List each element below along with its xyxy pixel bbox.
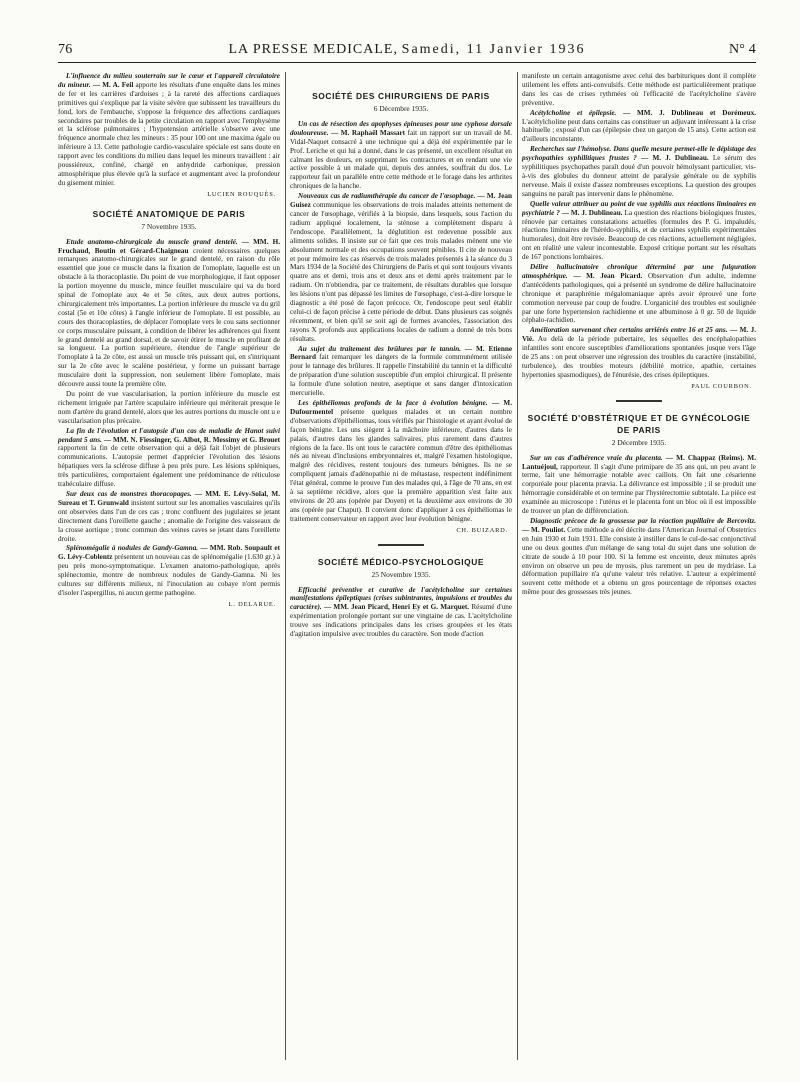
article (290, 345, 512, 398)
article-authors: — MM. J. Dublineau et Dorémeux. (623, 108, 756, 117)
running-title (58, 42, 756, 58)
issue-date: Samedi, 11 Janvier 1936 (401, 42, 586, 57)
article-body: Au delà de la période pubertaire, les séquelles des encéphalopathies infantiles sont encore susceptibles d'améliorations spontanées jusque vers l'âge de 25 ans : on peut observer une régression des troubles du caractère (instabilité, turbulence), des troubles moteurs (débilité motrice, apathie, certaines hypertonies spasmodiques), de l'énurésie, des crises épileptiques. (522, 335, 756, 379)
section-separator (616, 400, 662, 402)
article-authors: — M. Jean Picard. (573, 271, 643, 280)
article (290, 586, 512, 639)
column-left (58, 72, 280, 1062)
article-body: Cette méthode a été décrite dans l'American Journal of Obstetrics en Juin 1930 et Juin 1931. Elle consiste à instiller dans le cul-de-sac conjonctival une ou deux gouttes d'un mélange de sang total du sujet dans une solution de citrate de soude à 10 pour 100. Si la femme est enceinte, deux minutes après environ on observe un peu de myosis, plus rarement un peu de mydriase. La déformation pupillaire n'a qu'une valeur très relative. L'auteur a expérimenté souvent cette méthode et a obtenu un gros pourcentage de réponses exactes même pour des grossesses très jeunes. (522, 525, 756, 597)
society-heading: SOCIÉTÉ DES CHIRURGIENS DE PARIS (312, 91, 490, 101)
column-right (522, 72, 756, 1062)
session-date: 6 Décembre 1935. (373, 104, 429, 113)
article-authors: — MM. N. Fiessinger, G. Albot, R. Messimy et G. Brouet (103, 435, 280, 444)
section-separator (378, 544, 424, 546)
article-body: Le sérum des syphilitiques psychopathes paraît doué d'un pouvoir hémolysant particulier, vis-à-vis des globules du donneur atteint de paralysie générale ou de syphilis nerveuse. Mais il existe d'assez nombreuses exceptions. La question des groupes sanguins ne paraît pas intervenir dans le phénomène. (522, 154, 756, 198)
article (58, 238, 280, 389)
article (290, 192, 512, 343)
article-authors: — M. J. Dublineau. (561, 208, 623, 217)
article (522, 454, 756, 516)
article-title: Efficacité préventive et curative de l'acétylcholine sur certaines manifestations épileptiques (crises subintrantes, impulsions et troubles du caractère). (290, 585, 512, 612)
article-title: La fin de l'évolution et l'autopsie d'un cas de maladie de Hanot suivi pendant 5 ans. (58, 426, 280, 444)
article-title: Au sujet du traitement des brûlures par le tannin. (298, 344, 462, 353)
article (522, 263, 756, 325)
article-authors: — M. J. Dublineau. (641, 154, 709, 163)
article-title: Un cas de résection des apophyses épineuses pour une cyphose dorsale douloureuse. (290, 119, 512, 137)
article-authors: — M. Raphaël Massart (331, 128, 406, 137)
article-body: L'acétylcholine peut dans certains cas constituer un adjuvant intéressant à la crise habituelle ; exposé d'un cas (épilepsie chez un garçon de 15 ans). Cette action est d'ailleurs inconstante. (522, 117, 756, 144)
article-body: présentent un nouveau cas de splénomégalie (1.630 gr.) à peu près mono-symptomatique. L'examen anatomo-pathologique, après splénectomie, montre de nombreux nodules de Gandy-Gamna. Ni les cultures sur différents milieux, ni l'inoculation au cobaye n'ont permis d'isoler l'aspergillus, ni aucun germe pathogène. (58, 553, 280, 597)
article-body: présente quelques malades et un certain nombre d'observations d'épithéliomas, tous vérifiés par l'histologie et ayant évolué de façon bénigne. Les uns siègent à la mâchoire inférieure, d'autres dans le palais, d'autres dans les glandes salivaires, plus rarement dans d'autres régions de la face. Ils ont tous le caractère commun d'être des épithéliomas nés au niveau d'inclusions embryonnaires et, malgré l'examen histologique, malgré des récidives, restent toujours des tumeurs bénignes. Ils ne se compliquent jamais d'adénopathie ni de métastase, respectent indéfiniment l'état général, comme le prouve l'un des malades qui, à l'âge de 70 ans, en est à sa septième récidive, alors que la première apparition s'est faite aux environs de 20 ans (opérée par Doyen) et la deuxième aux environs de 30 ans (opérée par Chaput). Il convient donc d'appliquer à ces épithéliomas le traitement conservateur en rapport avec leur évolution bénigne. (290, 407, 512, 523)
article-paragraph: Du point de vue vascularisation, la portion inférieure du muscle est richement irriguée par l'artère scapulaire inférieure qui mériterait presque le nom d'artère du grand dentelé, alors que les autres portions du muscle ont u e vascularisation plus précaire. (58, 390, 280, 425)
article-authors: — M. Pouliot. (522, 525, 566, 534)
column-middle (290, 72, 512, 1062)
article-body: rapporteur. Il s'agit d'une primipare de 35 ans qui, un peu avant le terme, fait une hémorragie notable avec caillots. On fait une césarienne corporéale pour placenta prævia. La délivrance est impossible ; il se produit une hémorragie considérable et on termine par l'hystérectomie subtotale. La pièce est examinée au microscope : l'utérus et le placenta font un bloc où il est impossible de trouver un plan de différenciation. (522, 462, 756, 516)
article-title: Diagnostic précoce de la grossesse par la réaction pupillaire de Bercovitz. (530, 516, 756, 525)
article (522, 326, 756, 379)
session-date: 25 Novembre 1935. (371, 569, 431, 579)
signature: PAUL COURBON. (691, 382, 752, 390)
article (522, 109, 756, 145)
article-body: apporte les résultats d'une enquête dans les mines de fer et les carrières d'ardoises ; à la rareté des affections cardiaques primitives qui s'explique par la visite sévère que subissent les travailleurs du fond, lors de l'embauche, s'oppose la fréquence des affections cardiaques secondaires par troubles de la petite circulation en rapport avec l'emphysème et la sclérose pulmonaires ; l'hypotension artérielle s'observe avec une fréquence anormale chez les mineurs : 35 pour 100 ont une maxima égale ou inférieure à 13. Cette pathologie cardio-vasculaire spéciale est sans doute en rapport avec les conditions du milieu dans lequel les mineurs travaillent : air poussiéreux, confiné, chargé en anhydride carbonique, pression atmosphérique plus élevée qu'à la surface et augmentant avec la profondeur du gisement minier. (58, 80, 280, 187)
article-body: fait un rapport sur un travail de M. Vidal-Naquet consacré à une technique qui a déjà été expérimentée par le Prof. Leriche et qui lui a donné, dans le cas présenté, un excellent résultat en calmant les douleurs, en supprimant les contractures et en rendant une vie active possible à un malade qui, depuis des années, souffrait du dos. Le rapporteur fait un parallèle entre cette méthode et le forage dans les arthrites chroniques de la hanche. (290, 128, 512, 191)
article-continuation: manifeste un certain antagonisme avec celui des barbituriques dont il complète utilement les effets anti-convulsifs. Cette méthode est particulièrement pratique dans les cas de crises rythmées où l'efficacité de l'acétylcholine s'avère préventive. (522, 72, 756, 107)
article (522, 517, 756, 597)
article-title: Sur un cas d'adhérence vraie du placenta. (530, 453, 663, 462)
column-rule (285, 72, 286, 1060)
article-authors: — MM. E. Lévy-Solal, M. Sureau et T. Grunwald (58, 489, 280, 507)
article-body: rapportent la fin de cette observation qui a déjà fait l'objet de plusieurs communications. L'autopsie permet d'apprécier l'évolution des lésions hépatiques vers la sclérose diffuse à peu près pure. Les lésions spléniques, très particulières, comportaient également une prédominance de réticulose trabéculaire diffuse. (58, 444, 280, 489)
article-title: Les épithéliomas profonds de la face à évolution bénigne. (298, 399, 488, 407)
article-title: Quelle valeur attribuer au point de vue syphilis aux réactions liminaires en psychiatrie ? (522, 199, 756, 217)
article-title: Acétylcholine et épilepsie. (530, 108, 617, 117)
article-body: insistent surtout sur les anomalies vasculaires qu'ils ont observées dans l'un de ces cas ; tronc confluent des jugulaires se jetant directement dans l'oreillette gauche ; anomalie de l'origine des vaisseaux de la crosse aortique ; tronc commun des veines caves se jetant dans l'oreillette droite. (58, 498, 280, 543)
society-heading: SOCIÉTÉ D'OBSTÉTRIQUE ET DE GYNÉCOLOGIE DE PARIS (527, 412, 751, 435)
article-authors: — MM. Jean Picard, Henri Ey et G. Marquet. (323, 603, 470, 612)
article-title: Délire hallucinatoire chronique déterminé par une fulguration atmosphérique. (522, 263, 756, 280)
article-authors: — M. Jean Guisez (290, 192, 512, 210)
page-header (58, 40, 756, 63)
article-body: croient nécessaires quelques remarques anatomo-chirurgicales sur le grand dentelé, en raison du rôle essentiel que joue ce muscle dans la fixation de l'omoplate, laquelle est un obstacle à la thoracoplastie. Du point de vue morphologique, il faut opposer la portion moyenne du muscle, mince feuillet musculaire qui va du bord spinal de l'omoplate aux 4e et 5e côtes, aux deux autres portions, chirurgicalement très importantes. La portion inférieure du muscle va du gril costal (5e et 10e côtes) à l'angle inférieur de l'omoplate. Il est possible, au cours des thoracoplasties, de déplacer l'omoplate vers le cou sans sectionner ce corps musculaire puissant, à condition de libérer les adhérences qui fixent le grand dentelé au grand dorsal, et de savoir étirer le muscle en profitant de sa longueur. La portion supérieure, étendue de l'angle supérieur de l'omoplate à la 2e côte, est aussi un muscle très puissant qui, en s'intriquant sur la 2e côte avec le scalène postérieur, y forme un puissant barrage musculaire dont la suppression, non seulement libère l'omoplate, mais découvre aussi toute la première côte. (58, 246, 280, 389)
signature: L. DELARUE. (228, 600, 276, 608)
article-title: Splénomégalie à nodules de Gandy-Gamna. (66, 544, 199, 553)
article-title: L'influence du milieu souterrain sur le cœur et l'appareil circulatoire du mineur. (58, 72, 280, 89)
article-body: communique les observations de trois malades atteints nettement de cancer de l'œsophage, vérifiés à la biopsie, dans lesquels, sous l'action du radium appliqué localement, la sténose a complètement disparu à l'endoscope. Parallèlement, la déglutition est redevenue possible aux aliments solides. Il insiste sur ce fait que ces trois malades mènent une vie absolument normale et des occupations souvent pénibles. Il cite de nouveau et pour mémoire les cas réservés de trois malades présentés à la séance du 3 Mars 1934 de la Société des Chirurgiens de Paris et qui sont toujours vivants quatre ans et demi, trois ans et deux ans et demi après traitement par le radium. On n'obtiendra, par ce traitement, de résultats durables que lorsque les lésions n'ont pas dépassé les limites de l'œsophage, c'est-à-dire lorsque le diagnostic a été posé de façon précoce. Or, l'endoscope peut seul établir celui-ci de façon précise à cette période de début. Dans plusieurs cas soignés récemment, et bien qu'il se soit agi de formes avancées, l'association des rayons X profonds aux applications locales de radium a donné de très bons résultats. (290, 201, 512, 343)
article-title: Sur deux cas de monstres thoracopages. (66, 489, 192, 498)
article-authors: — M. Etienne Bernard (290, 344, 512, 362)
article-authors: — MM. Rob. Soupault et G. Lévy-Coblentz (58, 544, 280, 562)
article-title: Nouveaux cas de radiumthérapie du cancer de l'œsophage. (298, 192, 476, 201)
article (522, 200, 756, 262)
article-title: Etude anatomo-chirurgicale du muscle grand dentelé. (66, 237, 238, 246)
article (58, 72, 280, 188)
issue-number: N° 4 (728, 42, 756, 57)
article (58, 427, 280, 489)
article (58, 544, 280, 597)
article-title: Amélioration survenant chez certains arriérés entre 16 et 25 ans. (530, 326, 728, 335)
article-authors: — M. Dufourmentel (290, 399, 512, 416)
article-body: La question des réactions biologiques frustes, rénovée par certaines constatations actuelles (formules des P. G. impaludés, réactions liminaires de l'hérédo-syphilis, et de certaines syphilis expérimentales humorales), doit être revisée. Beaucoup de ces réactions, actuellement négligées, ont en réalité une valeur incontestable. Exposé critique portant sur les résultats de 167 ponctions lombaires. (522, 208, 756, 262)
article (290, 399, 512, 524)
signature: CH. BUIZARD. (456, 526, 508, 534)
session-date: 2 Décembre 1935. (611, 437, 667, 447)
journal-title: LA PRESSE MEDICALE, (228, 42, 398, 57)
society-heading: SOCIÉTÉ MÉDICO-PSYCHOLOGIQUE (317, 556, 485, 567)
article-body: Résumé d'une expérimentation prolongée portant sur une vingtaine de cas. L'acétylcholine trouve ses indications principales dans les crises groupées et les états d'agitation impulsive avec troubles du caractère. Son mode d'action (290, 603, 512, 639)
signature: LUCIEN ROUQUÈS. (207, 190, 276, 198)
article-authors: — M. J. Vié. (522, 326, 756, 344)
article-authors: — M. A. Feil (92, 80, 134, 89)
article (522, 145, 756, 198)
article (58, 490, 280, 543)
society-heading: SOCIÉTÉ ANATOMIQUE DE PARIS (92, 208, 246, 219)
article-authors: — M. Chappaz (Reims). M. Lantuéjoul, (522, 453, 756, 471)
article-authors: — MM. H. Fruchaud, Boutin et Gérard-Chaigneau (58, 237, 280, 255)
article-body: Observation d'un adulte, indemne d'antécédents pathologiques, qui a présenté un syndrome de délire hallucinatoire chronique et paraphrénie mégalomaniaque après avoir éprouvé une forte commotion nerveuse par coup de foudre. L'organicité des troubles est soulignée par une forte hypertension rachidienne et une albuminose à 0 gr. 50 de liquide céphalo-rachidien. (522, 271, 756, 325)
session-date: 7 Novembre 1935. (141, 221, 197, 231)
column-rule (517, 72, 518, 1060)
article (290, 120, 512, 191)
article-body: fait remarquer les dangers de la formule communément utilisée pour le tannage des brûlures. Il rappelle l'instabilité du tannin et la difficulté de préparation d'une solution susceptible d'un emploi chirurgical. Il présente la formule d'une solution neutre, aseptique et sans danger d'intoxication mercurielle. (290, 353, 512, 398)
page-number: 76 (58, 42, 73, 57)
article-title: Recherches sur l'hémolyse. Dans quelle mesure permet-elle le dépistage des psychopathies syphilitiques frustes ? (522, 145, 756, 163)
